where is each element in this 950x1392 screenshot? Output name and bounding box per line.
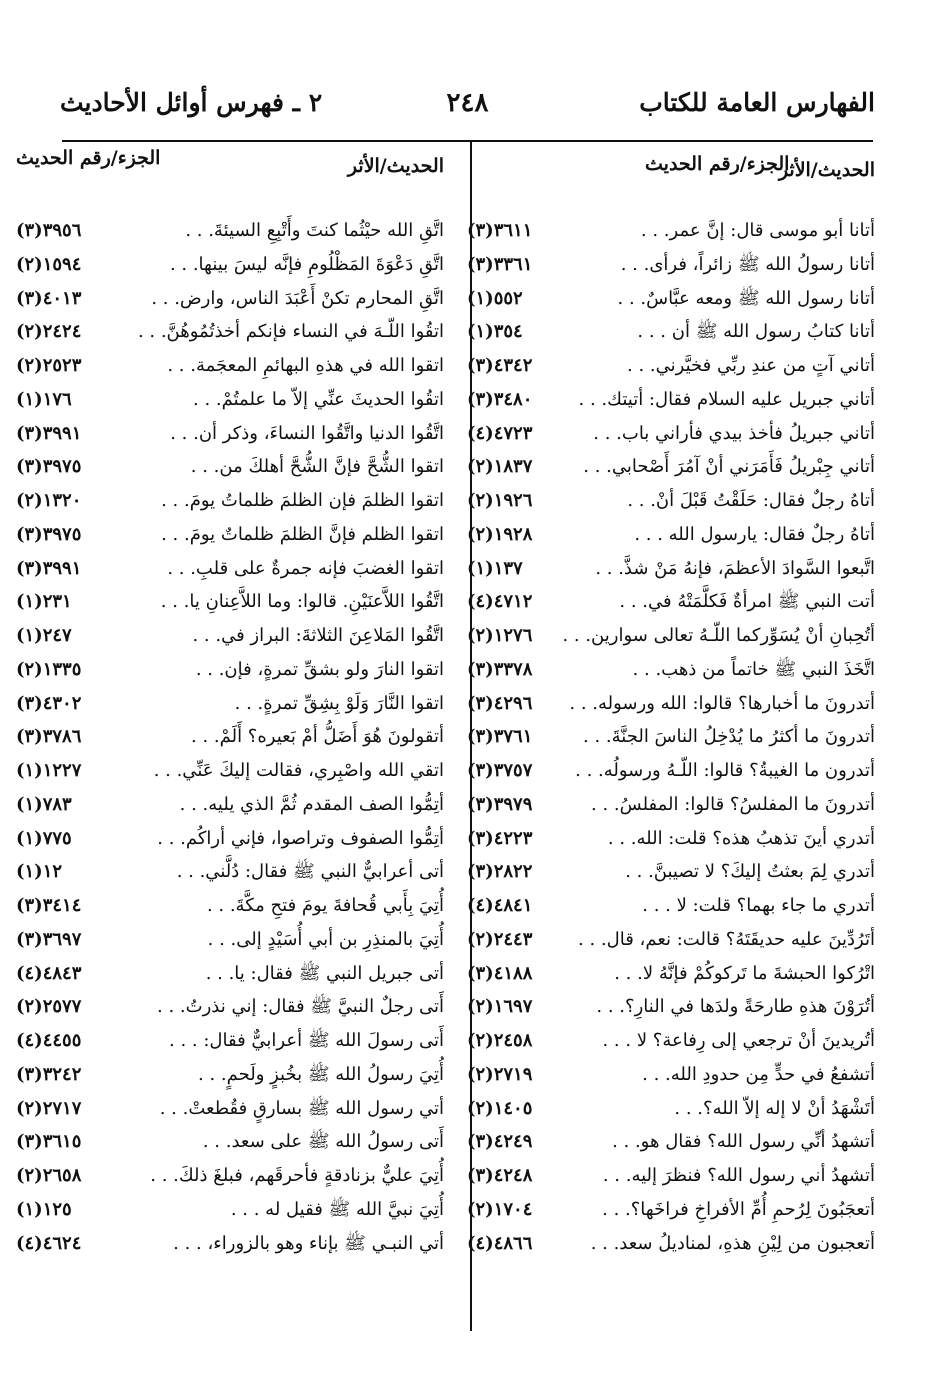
hadith-incipit: أتانا رسول الله ﷺ ومعه عبَّاسٌ. . .: [617, 287, 875, 309]
hadith-incipit: أتقولونَ هُوَ أَضَلُّ أمْ بَعيره؟ أَلَمْ. . .: [191, 726, 444, 748]
hadith-incipit: اتقوا الغضبَ فإنه جمرةٌ على قلبِ. . .: [167, 557, 444, 579]
index-entry: [16, 518, 444, 552]
hadith-incipit: اتَّبعوا السَّوادَ الأعظمَ، فإنهُ مَنْ شذَّ. . .: [595, 557, 875, 579]
volume-hadith-ref: (٣)٤١٨٨: [467, 962, 533, 984]
index-entry: [16, 754, 444, 788]
hadith-incipit: أتاني جبريل عليه السلام فقال: أتيتك. . .: [578, 388, 875, 410]
volume-hadith-ref: (٢)١٣٢٠: [16, 490, 82, 511]
hadith-incipit: أتُرَوْنَ هذهِ طارحَةً ولدَها في النارِ؟. . .: [596, 996, 875, 1018]
index-entry: [16, 687, 444, 721]
hadith-incipit: أتدرونَ ما المفلسُ؟ قالوا: المفلسُ. . .: [591, 793, 875, 815]
hadith-incipit: أتى أعرابيٌّ النبي ﷺ فقال: دُلَّني. . .: [176, 861, 444, 883]
hadith-incipit: أتَشْهَدُ أنْ لا إله إلاّ الله؟. . .: [674, 1097, 875, 1119]
column-header-ref: الجزء/رقم الحديث: [16, 147, 161, 169]
index-entry: [455, 248, 875, 282]
hadith-incipit: أتدري أينَ تذهبُ هذه؟ قلت: الله. . .: [607, 827, 875, 849]
volume-hadith-ref: (٤)٤٤٥٥: [16, 1030, 82, 1051]
volume-hadith-ref: (٣)٣٣٧٨: [467, 658, 533, 680]
hadith-incipit: أتى جبريل النبي ﷺ فقال: يا. . .: [205, 962, 444, 984]
volume-hadith-ref: (٢)١٧٠٤: [467, 1198, 533, 1220]
hadith-incipit: أتاهُ رجلٌ فقال: حَلَقْتُ قَبْلَ أنْ. . .: [627, 490, 875, 511]
volume-hadith-ref: (٢)٢٥٧٧: [16, 996, 82, 1018]
hadith-incipit: أتُحِبانِ أنْ يُسَوِّركما اللّـهُ تعالى سوارين. . .: [562, 625, 875, 646]
index-rows: [455, 214, 875, 1260]
index-entry: [16, 1058, 444, 1092]
volume-hadith-ref: (٣)٤٢٩٦: [467, 692, 533, 714]
volume-hadith-ref: (٣)٣٤٨٠: [467, 388, 533, 410]
hadith-incipit: اتَّقِ الله حيْثُما كنتَ وأَتْبِعِ السيئةَ. . .: [185, 220, 444, 241]
volume-hadith-ref: (٣)٣٦١٥: [16, 1131, 82, 1153]
index-entry: [16, 653, 444, 687]
index-entry: [16, 720, 444, 754]
volume-hadith-ref: (٤)٤٨٤١: [467, 895, 533, 916]
hadith-incipit: اتَّقِ دَعْوَةَ المَظْلُومِ فإنَّه ليسَ بينها. . .: [169, 253, 444, 275]
volume-hadith-ref: (٤)٤٦٢٤: [16, 1232, 82, 1254]
volume-hadith-ref: (٢)١٥٩٤: [16, 253, 82, 275]
index-entry: [16, 315, 444, 349]
hadith-incipit: أتي رسول الله ﷺ بسارقٍ فقُطعتْ. . .: [159, 1097, 444, 1119]
volume-hadith-ref: (٣)٣٩٥٦: [16, 220, 82, 241]
volume-hadith-ref: (١)١٢٥: [16, 1198, 72, 1220]
volume-hadith-ref: (٤)٤٨٦٦: [467, 1232, 533, 1254]
index-column-right: [467, 141, 875, 1254]
volume-hadith-ref: (٢)١٤٠٥: [467, 1097, 533, 1119]
index-entry: [16, 450, 444, 484]
volume-hadith-ref: (٣)٣٩٩١: [16, 422, 82, 444]
volume-hadith-ref: (٣)٣٩٩١: [16, 557, 82, 579]
hadith-incipit: أتي النبـي ﷺ بإناء وهو بالزوراء، . . .: [173, 1232, 444, 1254]
hadith-incipit: أتشهدُ أنِّي رسول الله؟ فقال هو. . .: [612, 1131, 875, 1153]
hadith-incipit: أتانا رسولُ الله ﷺ زائراً، فرأى. . .: [620, 253, 875, 275]
volume-hadith-ref: (٣)٤٢٢٣: [467, 827, 533, 849]
volume-hadith-ref: (٢)١٩٢٦: [467, 490, 533, 511]
volume-hadith-ref: (٢)٢٤٢٤: [16, 321, 82, 343]
index-entry: [16, 1159, 444, 1193]
running-title-left: ٢ ـ فهرس أوائل الأحاديث: [60, 88, 323, 117]
index-entry: [455, 1227, 875, 1261]
hadith-incipit: أتاني جِبْريلُ فَأَمَرَني أنْ آمُرَ أَصْحابي. . .: [583, 456, 875, 478]
hadith-incipit: اتقوا النَّارَ وَلَوْ بِشِقِّ تمرةٍ. . .: [234, 692, 444, 714]
hadith-incipit: اتَّقُوا اللاَّعنَيْنِ. قالوا: وما اللاَّعِنانِ يا. . .: [160, 591, 444, 613]
hadith-incipit: أتاني جبريلُ فأخذ بيدي فأراني باب. . .: [593, 422, 875, 444]
index-entry: [455, 990, 875, 1024]
index-entry: [455, 282, 875, 316]
index-entry: [455, 1024, 875, 1058]
index-entry: [16, 1125, 444, 1159]
index-rows: [16, 214, 444, 1260]
volume-hadith-ref: (٣)٣٦١١: [467, 220, 533, 241]
volume-hadith-ref: (٣)٣٦٩٧: [16, 928, 82, 950]
index-entry: [16, 214, 444, 248]
hadith-incipit: اتَّقُوا المَلاعِنَ الثلاثةَ: البراز في. . .: [192, 625, 444, 646]
hadith-incipit: أتِمُّوا الصفوف وتراصوا، فإني أراكُم. . .: [157, 827, 444, 849]
index-entry: [455, 923, 875, 957]
hadith-incipit: أتدري لِمَ بعثتُ إليكَ؟ لا تصيبنَّ. . .: [625, 861, 875, 883]
index-entry: [455, 417, 875, 451]
index-entry: [455, 349, 875, 383]
index-entry: [16, 383, 444, 417]
hadith-incipit: اتقوا الشُّحَّ فإنَّ الشُّحَّ أهلكَ من. . .: [190, 456, 444, 478]
page-header: [60, 88, 875, 128]
index-entry: [16, 957, 444, 991]
index-entry: [455, 754, 875, 788]
index-entry: [455, 1125, 875, 1159]
index-entry: [455, 315, 875, 349]
volume-hadith-ref: (١)٣٥٤: [467, 321, 523, 343]
hadith-incipit: اتْرُكوا الحبشةَ ما تَركوكُمْ فإنَّهُ لا. . .: [614, 962, 875, 984]
column-header-hadith: الحديث/الأثر: [778, 159, 875, 181]
hadith-incipit: أَتى رسولُ الله ﷺ على سعد. . .: [202, 1131, 444, 1153]
hadith-incipit: أتُريدينَ أنْ ترجعي إلى رِفاعة؟ لا . . .: [602, 1030, 875, 1051]
column-header: [475, 141, 875, 189]
volume-hadith-ref: (٣)٤٣٠٢: [16, 692, 82, 714]
volume-hadith-ref: (٣)٣٢٤٢: [16, 1063, 82, 1085]
index-entry: [455, 585, 875, 619]
hadith-incipit: أتدري ما جاء بهما؟ قلت: لا . . .: [642, 895, 875, 916]
hadith-incipit: اتقُوا اللّـهَ في النساء فإنكم أخذتُمُوهُنَّ. . .: [137, 321, 444, 343]
volume-hadith-ref: (٣)٣٩٧٥: [16, 456, 82, 478]
hadith-incipit: اتَّقُوا الدنيا واتَّقُوا النساءَ، وذكر أن. . .: [170, 422, 444, 444]
page-number: ٢٤٨: [446, 88, 489, 118]
volume-hadith-ref: (٤)٤٧١٢: [467, 591, 533, 613]
hadith-incipit: أتَرُدِّينَ عليه حديقَتَهُ؟ قالت: نعم، قال. . .: [578, 928, 875, 950]
index-entry: [16, 923, 444, 957]
volume-hadith-ref: (٢)١٩٢٨: [467, 523, 533, 545]
index-entry: [455, 957, 875, 991]
volume-hadith-ref: (١)١٢: [16, 861, 63, 883]
volume-hadith-ref: (٣)٣٤١٤: [16, 895, 82, 916]
index-column-left: [16, 141, 444, 1254]
index-entry: [455, 889, 875, 923]
hadith-incipit: أتعجَبُونَ لِرُحمِ أُمِّ الأفراخِ فراخَها؟. . .: [602, 1198, 875, 1220]
volume-hadith-ref: (٣)٤٣٤٢: [467, 355, 533, 376]
volume-hadith-ref: (٣)٤٠١٣: [16, 287, 82, 309]
index-entry: [16, 417, 444, 451]
volume-hadith-ref: (٣)٣٧٥٧: [467, 760, 533, 781]
index-entry: [455, 552, 875, 586]
volume-hadith-ref: (٤)٤٧٢٣: [467, 422, 533, 444]
index-entry: [16, 349, 444, 383]
hadith-incipit: اتقوا الله في هذهِ البهائمِ المعجَمة. . .: [167, 355, 444, 376]
volume-hadith-ref: (١)٥٥٢: [467, 287, 523, 309]
index-entry: [455, 653, 875, 687]
hadith-incipit: اتَّخَذَ النبي ﷺ خاتماً من ذهب. . .: [632, 658, 875, 680]
index-entry: [16, 619, 444, 653]
volume-hadith-ref: (٣)٤٢٤٩: [467, 1131, 533, 1153]
hadith-incipit: أُتِيَ عليٌّ بزنادقةٍ فأحرقَهم، فبلغَ ذلكَ. . .: [150, 1165, 444, 1186]
volume-hadith-ref: (٢)٢٥٢٣: [16, 355, 82, 376]
index-entry: [16, 788, 444, 822]
volume-hadith-ref: (١)١٢٢٧: [16, 760, 82, 781]
index-entry: [455, 450, 875, 484]
index-entry: [16, 889, 444, 923]
hadith-incipit: أتانا كتابُ رسول الله ﷺ أن . . .: [637, 321, 875, 343]
hadith-incipit: أَتى رجلٌ النبيَّ ﷺ فقال: إني نذرتُ. . .: [157, 996, 444, 1018]
index-entry: [455, 383, 875, 417]
volume-hadith-ref: (٣)٤٢٤٨: [467, 1165, 533, 1186]
volume-hadith-ref: (٢)١٢٧٦: [467, 625, 533, 646]
index-entry: [455, 855, 875, 889]
running-title-right: الفهارس العامة للكتاب: [639, 88, 875, 117]
volume-hadith-ref: (٢)٢٤٤٣: [467, 928, 533, 950]
volume-hadith-ref: (٢)١٦٩٧: [467, 996, 533, 1018]
column-header: [16, 141, 444, 189]
column-header-ref: الجزء/رقم الحديث: [645, 153, 790, 175]
volume-hadith-ref: (٣)٣٩٧٥: [16, 523, 82, 545]
index-entry: [455, 214, 875, 248]
index-entry: [455, 720, 875, 754]
hadith-incipit: أتشفعُ في حدٍّ مِن حدودِ الله. . .: [642, 1063, 875, 1085]
index-entry: [455, 1159, 875, 1193]
hadith-incipit: أتت النبي ﷺ امرأةٌ فَكلَّمَتْهُ في. . .: [619, 591, 875, 613]
hadith-incipit: أتدرونَ ما أكثرُ ما يُدْخِلُ الناسَ الجنَّةَ. . .: [583, 726, 875, 748]
column-header-hadith: الحديث/الأثر: [347, 155, 444, 177]
index-entry: [16, 822, 444, 856]
index-entry: [16, 585, 444, 619]
index-entry: [455, 619, 875, 653]
volume-hadith-ref: (٣)٣٣٦١: [467, 253, 533, 275]
hadith-incipit: أَتى رسولَ الله ﷺ أعرابيٌّ فقال: . . .: [169, 1030, 444, 1051]
hadith-incipit: اتقوا الظلم فإنَّ الظلمَ ظلماتٌ يومَ. . .: [161, 523, 444, 545]
volume-hadith-ref: (١)٧٧٥: [16, 827, 72, 849]
index-entry: [16, 855, 444, 889]
volume-hadith-ref: (٢)٢٧١٩: [467, 1063, 533, 1085]
volume-hadith-ref: (٤)٤٨٤٣: [16, 962, 82, 984]
volume-hadith-ref: (٣)٣٩٧٩: [467, 793, 533, 815]
volume-hadith-ref: (١)١٣٧: [467, 557, 523, 579]
hadith-incipit: اتقُوا الحديثَ عنِّي إلاّ ما علمتُمْ. . .: [193, 388, 444, 410]
index-entry: [16, 484, 444, 518]
volume-hadith-ref: (٣)٣٧٦١: [467, 726, 533, 748]
hadith-incipit: أتدرونَ ما أخبارها؟ قالوا: الله ورسوله. . .: [569, 692, 875, 714]
hadith-incipit: أتشهدُ أني رسول الله؟ فنظرَ إليه. . .: [602, 1165, 875, 1186]
volume-hadith-ref: (١)٢٤٧: [16, 625, 72, 646]
hadith-incipit: أُتِيَ رسولُ الله ﷺ بخُبزٍ ولَحمٍ. . .: [198, 1063, 444, 1085]
volume-hadith-ref: (٣)٢٨٢٢: [467, 861, 533, 883]
index-entry: [455, 687, 875, 721]
volume-hadith-ref: (٢)٢٦٥٨: [16, 1165, 82, 1186]
hadith-incipit: أتدرون ما الغيبةُ؟ قالوا: اللّـهُ ورسولُه. . .: [575, 760, 875, 781]
index-entry: [455, 1058, 875, 1092]
index-entry: [455, 484, 875, 518]
index-entry: [16, 990, 444, 1024]
hadith-incipit: أتانا أبو موسى قال: إنَّ عمر. . .: [640, 220, 875, 241]
index-entry: [455, 1193, 875, 1227]
index-entry: [16, 248, 444, 282]
index-entry: [455, 1092, 875, 1126]
hadith-incipit: أُتِيَ نبيَّ الله ﷺ فقيل له . . .: [230, 1198, 444, 1220]
hadith-incipit: اتقي الله واصْبِري، فقالت إليكَ عَنِّي. . .: [153, 760, 444, 781]
index-entry: [16, 1092, 444, 1126]
index-entry: [16, 1024, 444, 1058]
hadith-incipit: أتاني آتٍ من عندِ ربِّي فخيَّرني. . .: [627, 355, 875, 376]
volume-hadith-ref: (٢)١٣٣٥: [16, 658, 82, 680]
volume-hadith-ref: (٢)٢٤٥٨: [467, 1030, 533, 1051]
index-entry: [16, 282, 444, 316]
volume-hadith-ref: (٢)٢٧١٧: [16, 1097, 82, 1119]
index-entry: [16, 552, 444, 586]
hadith-incipit: أتِمُّوا الصف المقدم ثُمَّ الذي يليه. . .: [179, 793, 444, 815]
volume-hadith-ref: (١)٧٨٣: [16, 793, 72, 815]
hadith-incipit: اتقوا النارَ ولو بشقِّ تمرةٍ، فإن. . .: [195, 658, 444, 680]
volume-hadith-ref: (٢)١٨٣٧: [467, 456, 533, 478]
index-entry: [455, 788, 875, 822]
hadith-incipit: اتَّقِ المحارم تكنْ أَعْبَدَ الناس، وارض. . .: [151, 287, 444, 309]
hadith-incipit: أُتِيَ بِأَبي قُحافةَ يومَ فتحِ مكَّةَ. . .: [206, 895, 444, 916]
hadith-incipit: أتاهُ رجلٌ فقال: يارسول الله . . .: [634, 523, 875, 545]
hadith-incipit: أُتِيَ بالمنذِرِ بن أبي أُسَيْدٍ إلى. . .: [207, 928, 444, 950]
volume-hadith-ref: (١)١٧٦: [16, 388, 72, 410]
volume-hadith-ref: (١)٢٣١: [16, 591, 72, 613]
index-entry: [455, 822, 875, 856]
index-entry: [16, 1193, 444, 1227]
index-entry: [455, 518, 875, 552]
hadith-incipit: أتعجبون من لِيْنِ هذهِ، لمناديلُ سعد. . .: [590, 1232, 875, 1254]
volume-hadith-ref: (٣)٣٧٨٦: [16, 726, 82, 748]
index-entry: [16, 1227, 444, 1261]
hadith-incipit: اتقوا الظلمَ فإن الظلمَ ظلماتُ يومَ. . .: [161, 490, 444, 511]
